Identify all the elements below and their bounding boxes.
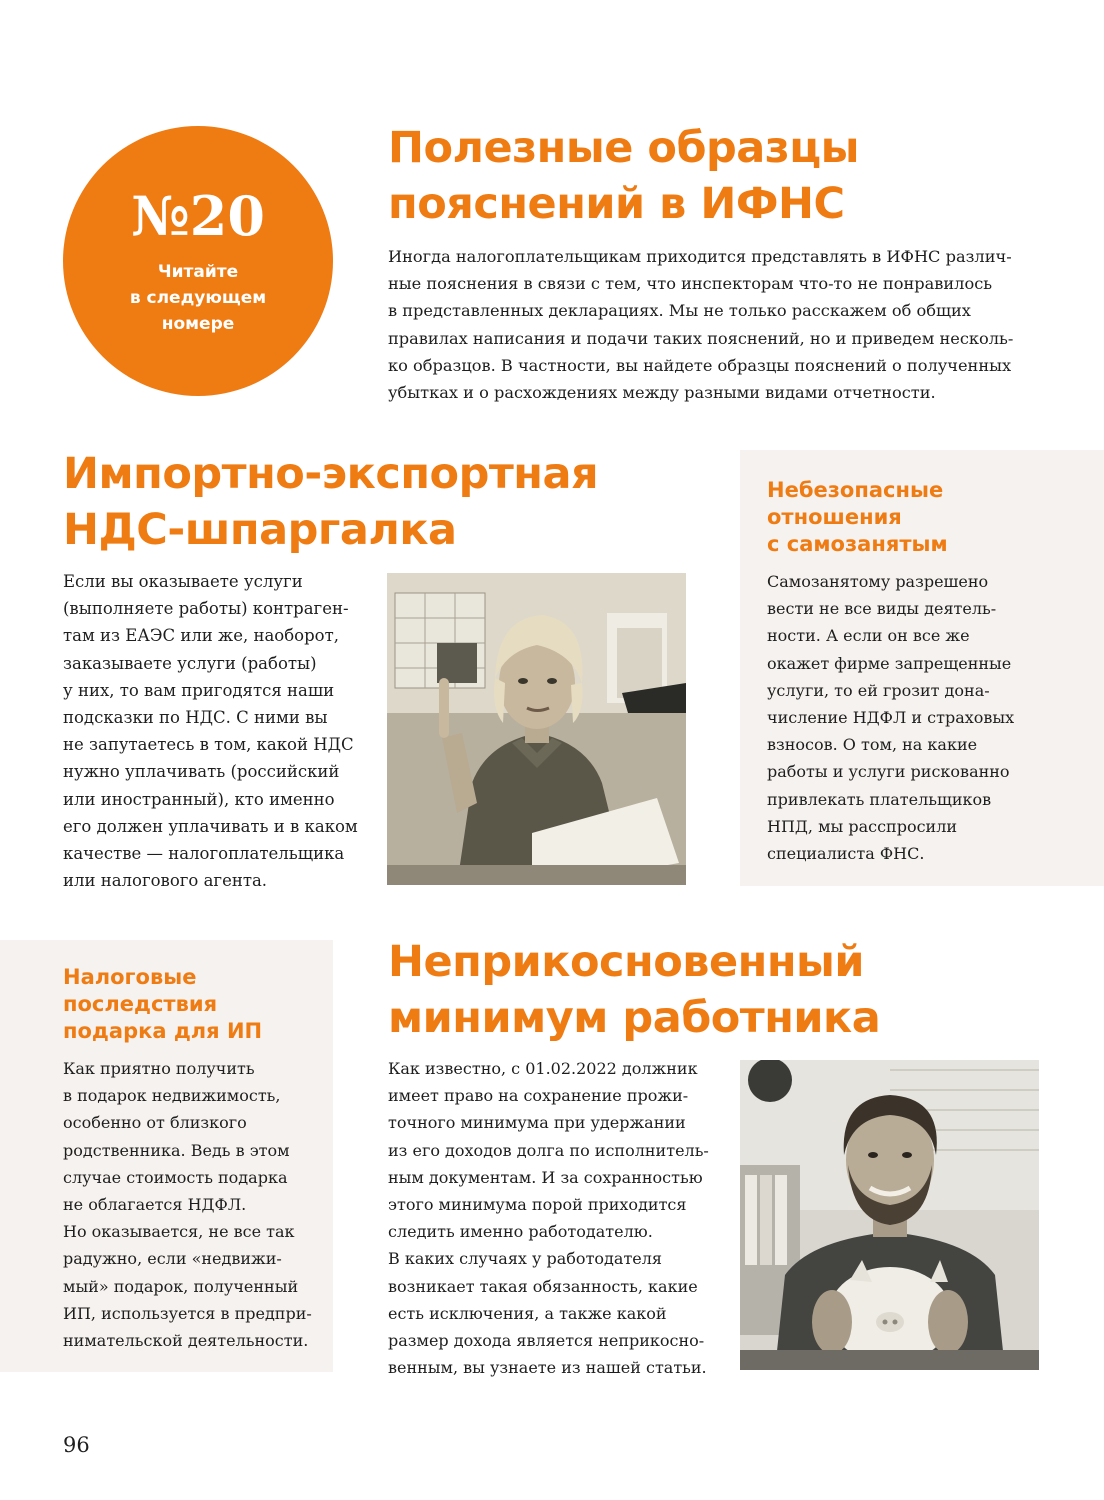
article4-title: Налоговые последствия подарка для ИП [63, 965, 263, 1043]
next-issue-badge [63, 126, 333, 396]
article1-text: Иногда налогоплательщикам приходится представлять в ИФНС различ- ные пояснения в связи с тем, что инспекторам что-то не понравилось в представленных декларациях. Мы не только расскажем об общих правилах написания и подачи таких пояснений, но и приведем несколь- ко образцов. В частности, вы найдете образцы пояснений о полученных убытках и о расхождениях между разными видами отчетности. [388, 247, 1014, 403]
article1-title: Полезные образцы пояснений в ИФНС [388, 123, 860, 229]
woman-photo [387, 573, 686, 885]
man-photo [740, 1060, 1039, 1370]
article4-text: Как приятно получить в подарок недвижимость, особенно от близкого родственника. Ведь в этом случае стоимость подарка не облагается НДФЛ. Но оказывается, не все так радужно, если «недвижи- мый» подарок, полученный ИП, используется в предпри- нимательской деятельности. [63, 1059, 312, 1351]
issue-number: №20 [131, 184, 265, 248]
article3-title: Небезопасные отношения с самозанятым [767, 478, 948, 556]
article5-title: Неприкосновенный минимум работника [388, 937, 881, 1043]
article3-text: Самозанятому разрешено вести не все виды деятель- ности. А если он все же окажет фирме запрещенные услуги, то ей грозит дона- числение НДФЛ и страховых взносов. О том, на какие работы и услуги рискованно привлекать плательщиков НПД, мы расспросили специалиста ФНС. [767, 572, 1015, 864]
article5-text: Как известно, с 01.02.2022 должник имеет право на сохранение прожи- точного минимума при удержании из его доходов долга по исполнитель- ным документам. И за сохранностью этого минимума порой приходится следить именно работодателю. В каких случаях у работодателя возникает такая обязанность, какие есть исключения, а также какой размер дохода является неприкосно- венным, вы узнаете из нашей статьи. [388, 1059, 709, 1378]
woman-photo-illustration [387, 573, 686, 885]
article2-text: Если вы оказываете услуги (выполняете работы) контраген- там из ЕАЭС или же, наоборот, заказываете услуги (работы) у них, то вам пригодятся наши подсказки по НДС. С ними вы не запутаетесь в том, какой НДС нужно уплачивать (российский или иностранный), кто именно его должен уплачивать и в каком качестве — налогоплательщика или налогового агента. [63, 572, 358, 891]
man-photo-illustration [740, 1060, 1039, 1370]
badge-caption: Читайте в следующем номере [129, 262, 267, 334]
article2-title: Импортно-экспортная НДС-шпаргалка [63, 449, 599, 555]
page-number: 96 [63, 1433, 90, 1457]
